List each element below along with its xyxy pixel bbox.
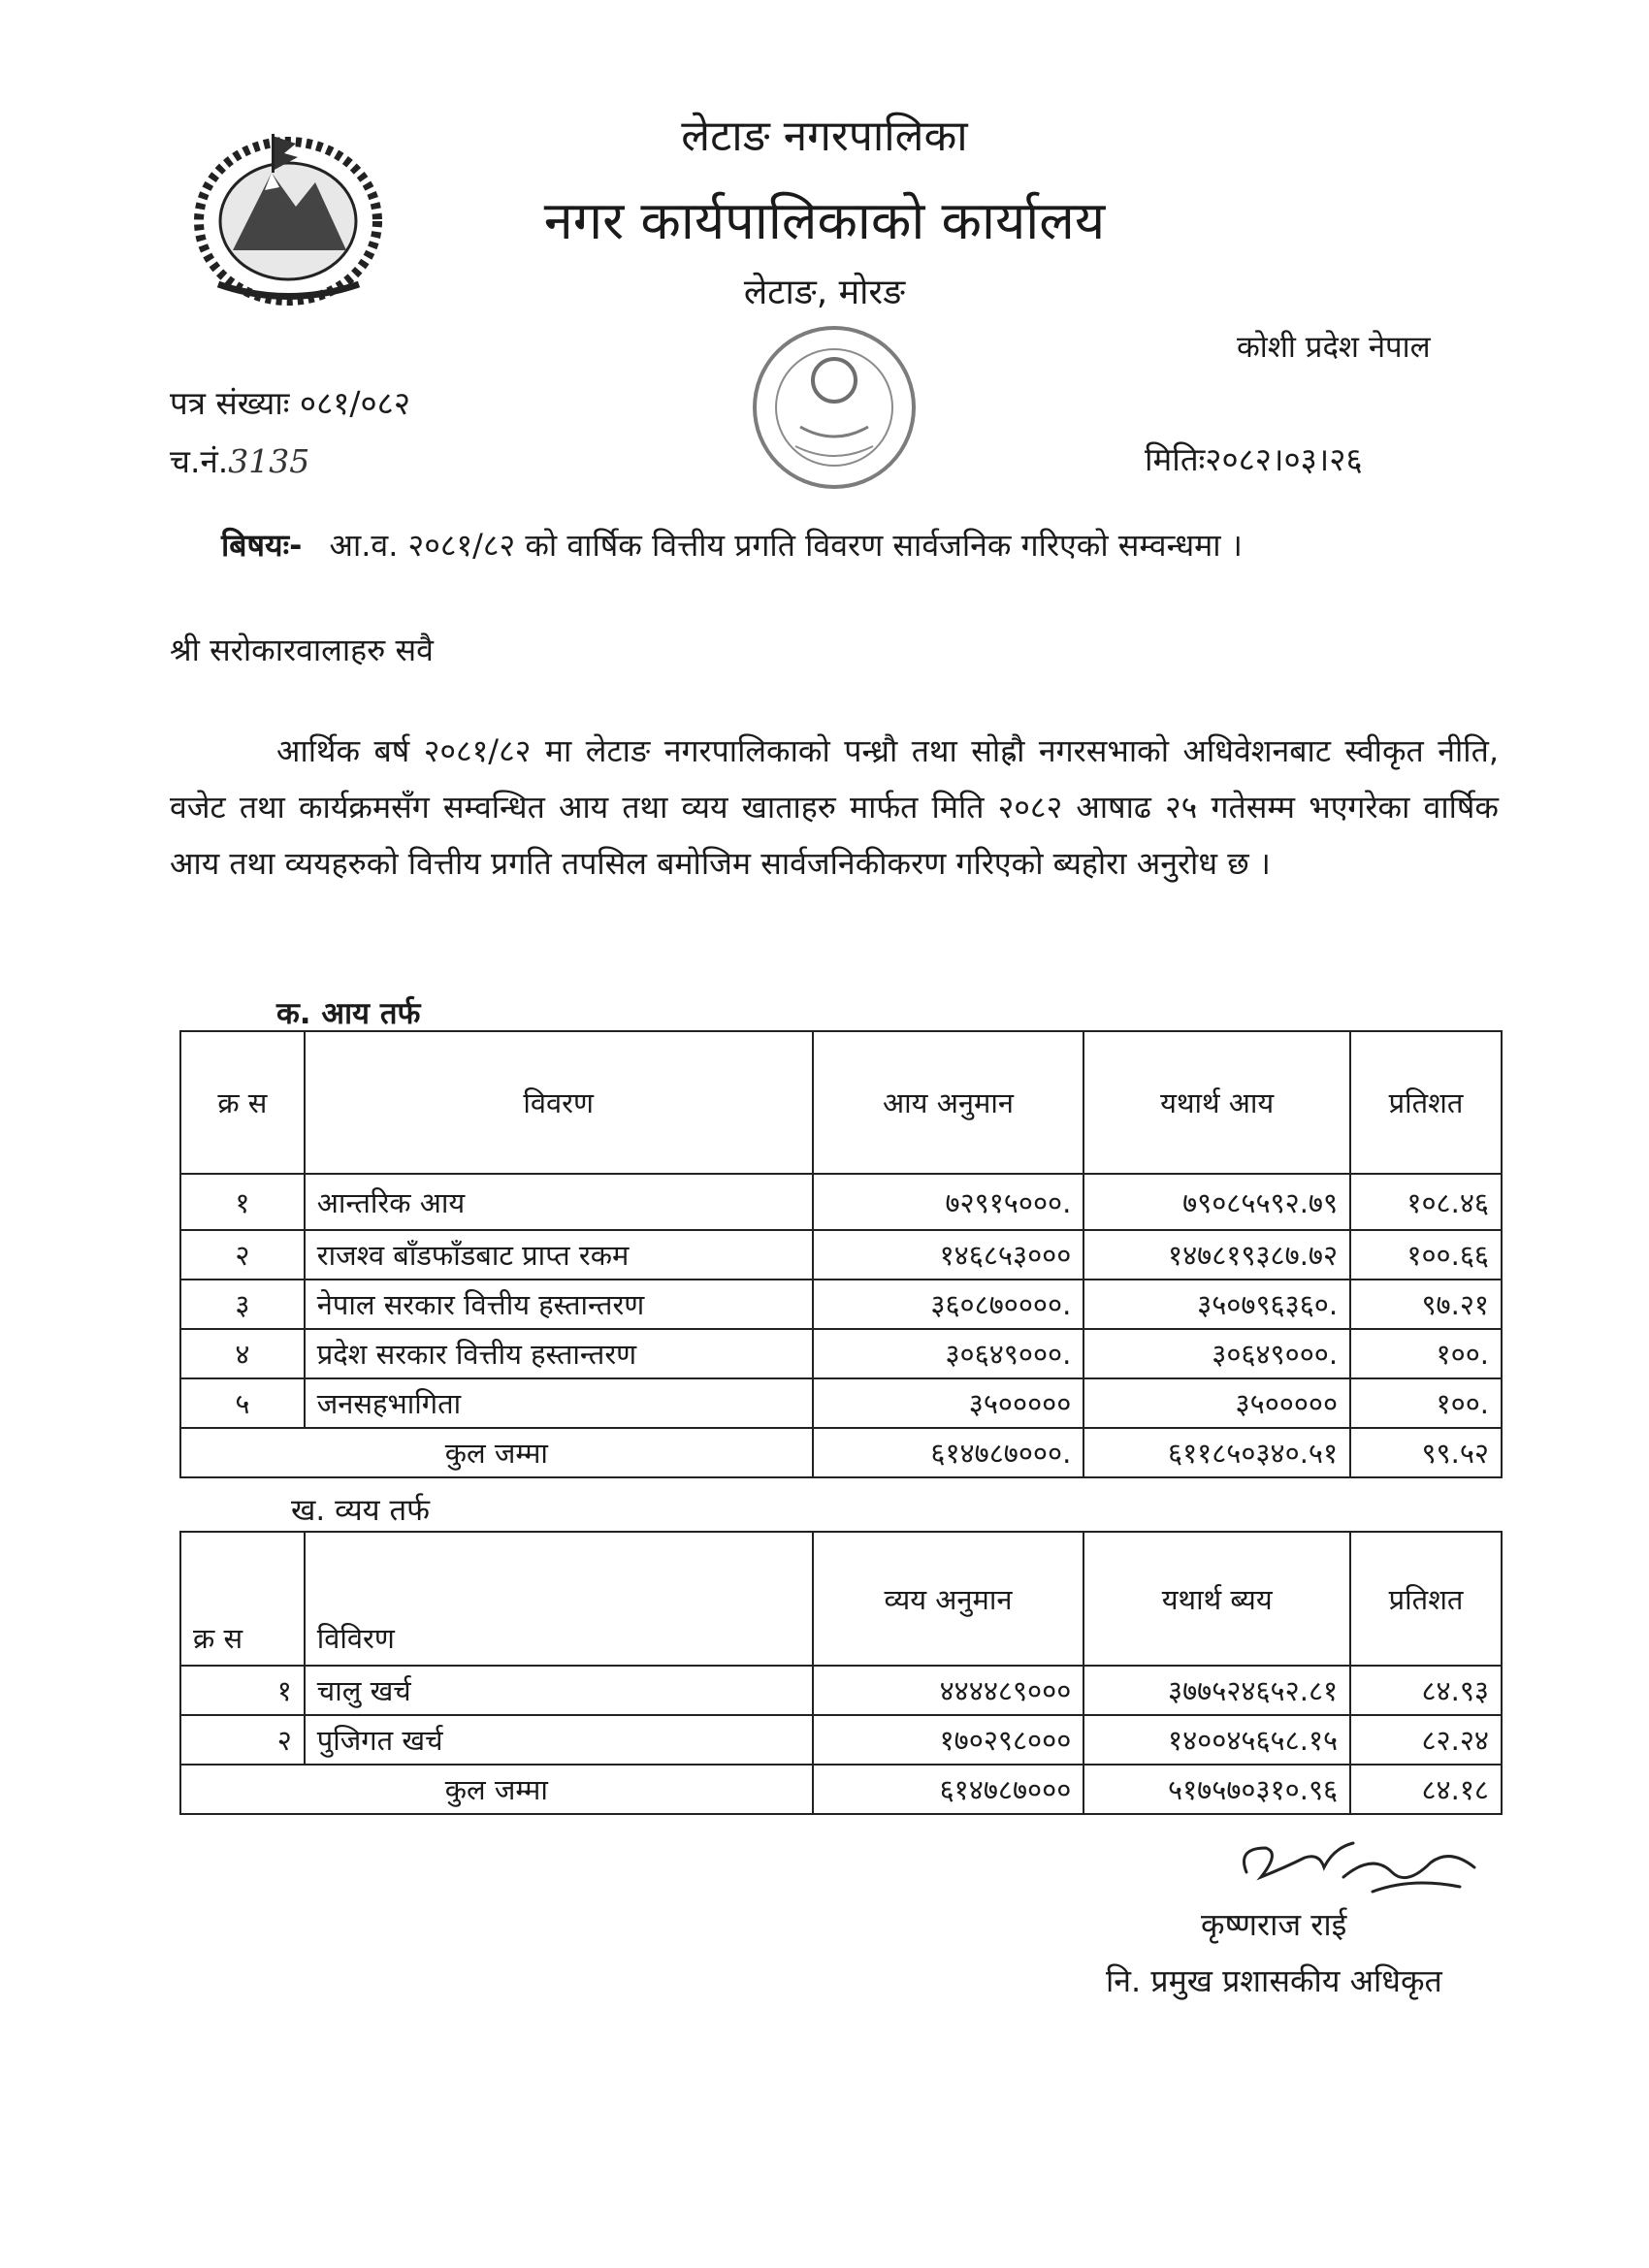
cell-description: पुजिगत खर्च [305, 1715, 813, 1765]
table-row [180, 1174, 1502, 1230]
cell-percent: १००. [1350, 1378, 1502, 1428]
office-address: लेटाङ, मोरङ [743, 273, 906, 312]
cell-description: जनसहभागिता [305, 1378, 813, 1428]
dispatch-number-value: 3135 [228, 442, 310, 480]
expense-section-title: ख. व्यय तर्फ [291, 1493, 431, 1528]
expense-table [179, 1531, 1503, 1815]
addressee: श्री सरोकारवालाहरु सवै [170, 632, 434, 668]
table-row [180, 1666, 1502, 1715]
subject-text: आ.व. २०८१/८२ को वार्षिक वित्तीय प्रगति विवरण सार्वजनिक गरिएको सम्वन्धमा । [329, 527, 1243, 564]
col-header-estimate: आय अनुमान [813, 1031, 1084, 1174]
income-total-row [180, 1428, 1502, 1477]
dispatch-number-label: च.नं. [170, 442, 229, 480]
body-text: आर्थिक बर्ष २०८१/८२ मा लेटाङ नगरपालिकाको पन्ध्रौ तथा सोह्रौ नगरसभाको अधिवेशनबाट स्वीकृत नीति, वजेट तथा कार्यक्रमसँग सम्वन्धित आय तथा व्यय खाताहरु मार्फत मिति २०८२ आषाढ २५ गतेसम्म भएगरेका वार्षिक आय तथा व्ययहरुको वित्तीय प्रगति तपसिल बमोजिम सार्वजनिकीकरण गरिएको ब्यहोरा अनुरोध छ । [170, 732, 1499, 882]
cell-estimate: ३५००००० [813, 1378, 1084, 1428]
cell-percent: ८४.९३ [1350, 1666, 1502, 1715]
cell-estimate: १७०२९८००० [813, 1715, 1084, 1765]
cell-total-percent: ९९.५२ [1350, 1428, 1502, 1477]
cell-estimate: १४६८५३००० [813, 1230, 1084, 1280]
cell-percent: ९७.२१ [1350, 1280, 1502, 1329]
subject-line [221, 524, 1243, 566]
cell-total-percent: ८४.१८ [1350, 1765, 1502, 1814]
subject-label: बिषयः- [221, 527, 303, 564]
office-name: नगर कार्यपालिकाको कार्यालय [543, 190, 1106, 251]
cell-sn: १ [180, 1666, 305, 1715]
col-header-estimate: व्यय अनुमान [813, 1532, 1084, 1666]
col-header-actual: यथार्थ ब्यय [1083, 1532, 1350, 1666]
col-header-sn: क्र स [180, 1532, 305, 1666]
cell-sn: १ [180, 1174, 305, 1230]
cell-actual: ३५०७९६३६०. [1083, 1280, 1350, 1329]
table-row [180, 1329, 1502, 1378]
handwritten-signature-icon [1227, 1819, 1499, 1916]
col-header-percent: प्रतिशत [1350, 1031, 1502, 1174]
cell-total-actual: ६११८५०३४०.५१ [1083, 1428, 1350, 1477]
col-header-actual: यथार्थ आय [1083, 1031, 1350, 1174]
signatory-name: कृष्णराज राई [1201, 1906, 1347, 1943]
table-row [180, 1378, 1502, 1428]
cell-percent: ८२.२४ [1350, 1715, 1502, 1765]
office-seal-stamp-icon [742, 320, 926, 495]
cell-percent: १०८.४६ [1350, 1174, 1502, 1230]
cell-actual: १४००४५६५८.१५ [1083, 1715, 1350, 1765]
municipality-name: लेटाङ नगरपालिका [681, 112, 968, 161]
cell-percent: १००. [1350, 1329, 1502, 1378]
cell-total-estimate: ६१४७८७०००. [813, 1428, 1084, 1477]
col-header-description: विवरण [305, 1031, 813, 1174]
cell-actual: ३७७५२४६५२.८१ [1083, 1666, 1350, 1715]
cell-sn: ५ [180, 1378, 305, 1428]
cell-sn: ४ [180, 1329, 305, 1378]
table-row [180, 1230, 1502, 1280]
income-table [179, 1030, 1503, 1478]
cell-description: चालु खर्च [305, 1666, 813, 1715]
col-header-sn: क्र स [180, 1031, 305, 1174]
cell-description: राजश्व बाँडफाँडबाट प्राप्त रकम [305, 1230, 813, 1280]
expense-header-row [180, 1532, 1502, 1666]
signatory-title: नि. प्रमुख प्रशासकीय अधिकृत [1106, 1962, 1442, 1999]
cell-total-estimate: ६१४७८७००० [813, 1765, 1084, 1814]
col-header-percent: प्रतिशत [1350, 1532, 1502, 1666]
table-row [180, 1715, 1502, 1765]
cell-actual: ३५००००० [1083, 1378, 1350, 1428]
income-section-title: क. आय तर्फ [276, 996, 421, 1031]
province-name: कोशी प्रदेश नेपाल [1237, 330, 1431, 365]
cell-estimate: ७२९१५०००. [813, 1174, 1084, 1230]
expense-total-row [180, 1765, 1502, 1814]
cell-total-label: कुल जम्मा [180, 1765, 813, 1814]
cell-description: प्रदेश सरकार वित्तीय हस्तान्तरण [305, 1329, 813, 1378]
cell-description: नेपाल सरकार वित्तीय हस्तान्तरण [305, 1280, 813, 1329]
table-row [180, 1280, 1502, 1329]
cell-sn: २ [180, 1715, 305, 1765]
cell-sn: ३ [180, 1280, 305, 1329]
dispatch-number [170, 438, 309, 482]
cell-estimate: ३०६४९०००. [813, 1329, 1084, 1378]
cell-estimate: ४४४४८९००० [813, 1666, 1084, 1715]
cell-percent: १००.६६ [1350, 1230, 1502, 1280]
body-paragraph [170, 723, 1499, 891]
cell-description: आन्तरिक आय [305, 1174, 813, 1230]
cell-actual: १४७८१९३८७.७२ [1083, 1230, 1350, 1280]
letter-date: मितिः२०८२।०३।२६ [1145, 440, 1363, 478]
letter-number: पत्र संख्याः ०८१/०८२ [170, 384, 410, 422]
cell-total-label: कुल जम्मा [180, 1428, 813, 1477]
cell-estimate: ३६०८७००००. [813, 1280, 1084, 1329]
cell-sn: २ [180, 1230, 305, 1280]
cell-total-actual: ५१७५७०३१०.९६ [1083, 1765, 1350, 1814]
cell-actual: ७९०८५५९२.७९ [1083, 1174, 1350, 1230]
income-header-row [180, 1031, 1502, 1174]
cell-actual: ३०६४९०००. [1083, 1329, 1350, 1378]
col-header-description: विविरण [305, 1532, 813, 1666]
